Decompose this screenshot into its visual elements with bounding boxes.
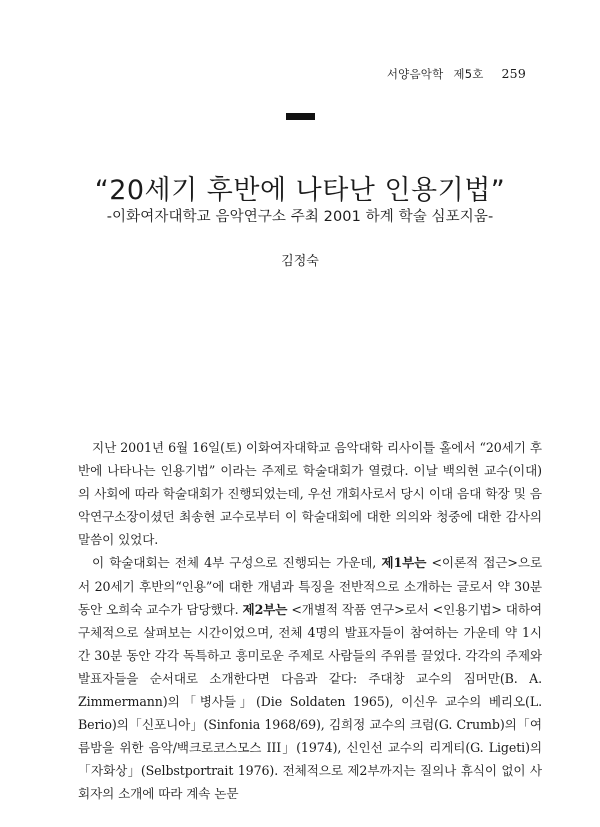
part2-label: 제2부는 (242, 601, 288, 617)
para2-text-c: <이론적 접근>으로서 20세기 후반의“인용”에 대한 개념과 특징을 전반적으로 소개하는 글로서 약 30분 동안 오희숙 교수가 담당했다. (78, 555, 543, 617)
part1-label: 제1부는 (381, 555, 427, 571)
section-marker-bar (286, 113, 315, 120)
article-body (78, 436, 542, 806)
page-number: 259 (501, 66, 526, 81)
journal-name: 서양음악학 (386, 67, 444, 81)
running-header (387, 66, 526, 82)
article-subtitle: -이화여자대학교 음악연구소 주최 2001 하계 학술 심포지움- (106, 209, 494, 225)
article-title: “20세기 후반에 나타난 인용기법” (94, 175, 506, 207)
para2-text-e: <개별적 작품 연구>로서 <인용기법> 대하여 구체적으로 살펴보는 시간이었으며, 전체 4명의 발표자들이 참여하는 가운데 약 1시간 30분 동안 각각 독특하고 흥미로운 주제로 사람들의 주위를 끌었다. 각각의 주제와 발표자들을 순서대로 소개한다면 다음과 같다: 주대창 교수의 짐머만(B. A. Zimmermann)의「병사들」(Die Soldaten 1965), 이신우 교수의 베리오(L. Berio)의「신포니아」(Sinfonia 1968/69), 김희정 교수의 크럼(G. Crumb)의「여름밤을 위한 음악/백크로코스모스 III」(1974), 신인선 교수의 리게티(G. Ligeti)의「자화상」(Selbstportrait 1976). 전체적으로 제2부까지는 질의나 휴식이 없이 사회자의 소개에 따라 계속 논문 (78, 601, 542, 802)
issue-number: 제5호 (453, 67, 484, 81)
article-author: 김정숙 (281, 254, 319, 269)
body-paragraph-2 (78, 551, 542, 805)
para2-text-a: 이 학술대회는 전체 4부 구성으로 진행되는 가운데, (92, 555, 382, 571)
body-paragraph-1: 지난 2001년 6월 16일(토) 이화여자대학교 음악대학 리사이틀 홀에서 “20세기 후반에 나타나는 인용기법” 이라는 주제로 학술대회가 열렸다. 이날 백의현 교수(이대)의 사회에 따라 학술대회가 진행되었는데, 우선 개회사로서 당시 이대 음대 학장 및 음악연구소장이셨던 최송현 교수로부터 이 학술대회에 대한 의의와 청중에 대한 감사의 말씀이 있었다. (78, 440, 542, 548)
